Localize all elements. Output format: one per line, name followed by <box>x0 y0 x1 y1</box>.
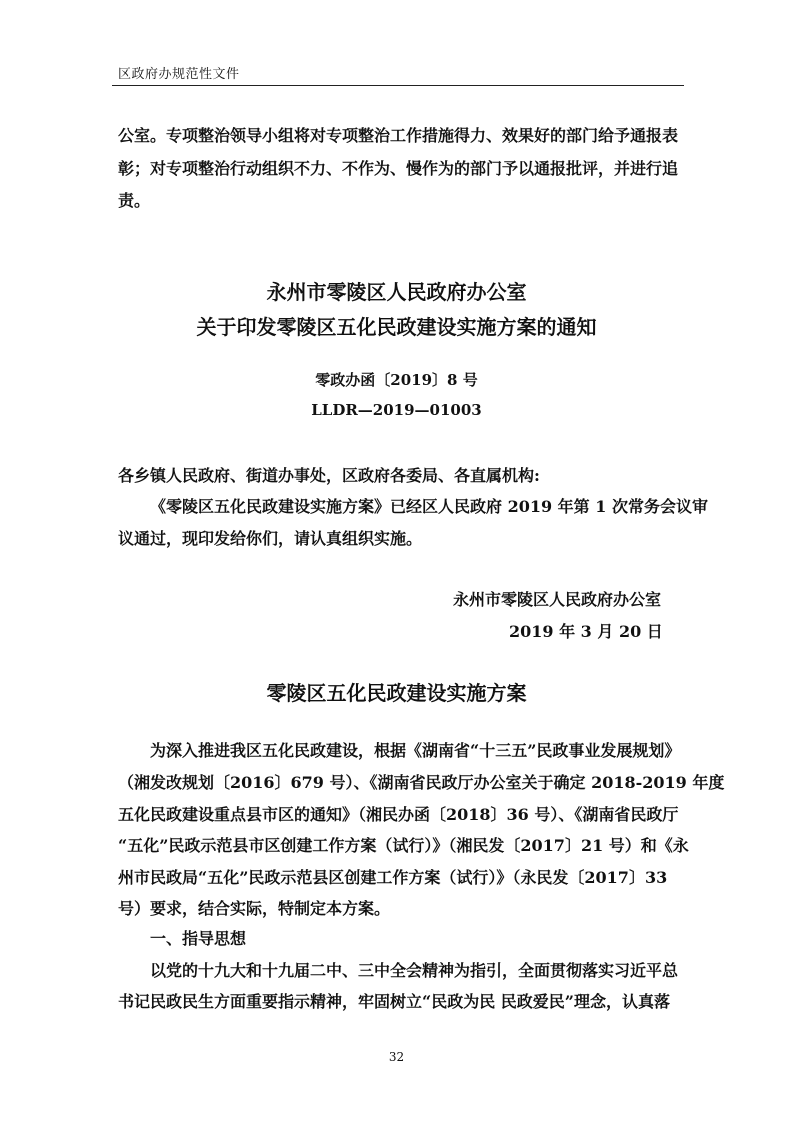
section1-line: 以党的十九大和十九届二中、三中全会精神为指引，全面贯彻落实习近平总 <box>150 961 679 980</box>
plan-intro-line: 五化民政建设重点县市区的通知》（湘民办函〔2018〕36 号）、《湖南省民政厅 <box>118 805 679 824</box>
plan-intro-line: 号）要求，结合实际，特制定本方案。 <box>118 899 391 918</box>
plan-title: 零陵区五化民政建设实施方案 <box>266 681 527 705</box>
section1-heading: 一、指导思想 <box>150 929 247 948</box>
page-number: 32 <box>388 1050 405 1064</box>
notice-title-line1: 永州市零陵区人民政府办公室 <box>266 280 527 304</box>
section1-line: 书记民政民生方面重要指示精神，牢固树立“民政为民 民政爱民”理念，认真落 <box>118 992 670 1011</box>
doc-number: 零政办函〔2019〕8 号 <box>315 371 478 389</box>
text-line: 彰；对专项整治行动组织不力、不作为、慢作为的部门予以通报批评，并进行追 <box>118 159 679 178</box>
plan-intro-line: （湘发改规划〔2016〕679 号）、《湖南省民政厅办公室关于确定 2018-2019 年度 <box>118 773 725 792</box>
header-rule <box>112 85 684 86</box>
signature: 永州市零陵区人民政府办公室 <box>453 590 662 609</box>
notice-title-line2: 关于印发零陵区五化民政建设实施方案的通知 <box>196 315 597 339</box>
plan-intro-line: 州市民政局“五化”民政示范县区创建工作方案（试行）》（永民发〔2017〕33 <box>118 868 668 887</box>
addressee: 各乡镇人民政府、街道办事处，区政府各委局、各直属机构: <box>118 466 540 485</box>
plan-intro-line: 为深入推进我区五化民政建设，根据《湖南省“十三五”民政事业发展规划》 <box>150 741 681 760</box>
date: 2019 年 3 月 20 日 <box>509 622 663 641</box>
text-line: 公室。专项整治领导小组将对专项整治工作措施得力、效果好的部门给予通报表 <box>118 126 679 145</box>
plan-intro-line: “五化”民政示范县市区创建工作方案（试行）》（湘民发〔2017〕21 号）和《永 <box>118 836 689 855</box>
notice-body-line: 《零陵区五化民政建设实施方案》已经区人民政府 2019 年第 1 次常务会议审 <box>150 497 708 516</box>
notice-body-line: 议通过，现印发给你们，请认真组织实施。 <box>118 529 423 548</box>
header-title: 区政府办规范性文件 <box>118 67 240 82</box>
registration-number: LLDR—2019—01003 <box>311 401 482 419</box>
text-line: 责。 <box>118 191 151 210</box>
